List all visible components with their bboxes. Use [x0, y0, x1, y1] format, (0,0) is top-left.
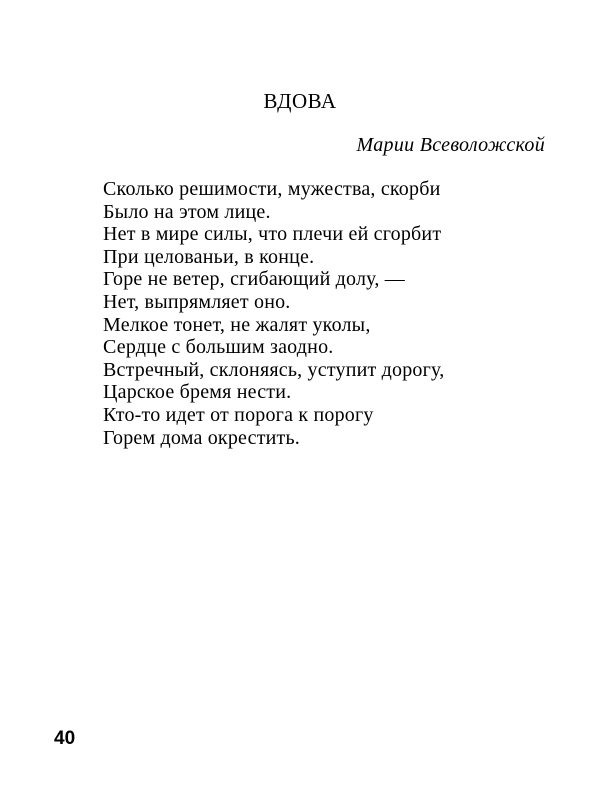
poem-line: При целованьи, в конце. [103, 245, 315, 268]
poem-body [103, 178, 563, 449]
poem-line: Было на этом лице. [103, 200, 271, 223]
poem-dedication: Марии Всеволожской [356, 134, 545, 156]
poem-line: Сколько решимости, мужества, скорби [103, 178, 441, 200]
poem-line: Кто-то идет от порога к порогу [103, 403, 374, 426]
poem-line: Горем дома окрестить. [103, 426, 301, 449]
poem-line: Горе не ветер, сгибающий долу, — [103, 268, 405, 291]
poem-line: Встречный, склоняясь, уступит дорогу, [103, 358, 445, 381]
poem-line: Мелкое тонет, не жалят уколы, [103, 313, 371, 336]
page-number: 40 [54, 728, 76, 749]
poem-line: Нет, выпрямляет оно. [103, 290, 291, 313]
poem-line: Нет в мире силы, что плечи ей сгорбит [103, 223, 442, 246]
poem-line: Сердце с большим заодно. [103, 336, 334, 359]
poem-line: Царское бремя нести. [103, 381, 292, 404]
poem-title: ВДОВА [263, 89, 337, 113]
